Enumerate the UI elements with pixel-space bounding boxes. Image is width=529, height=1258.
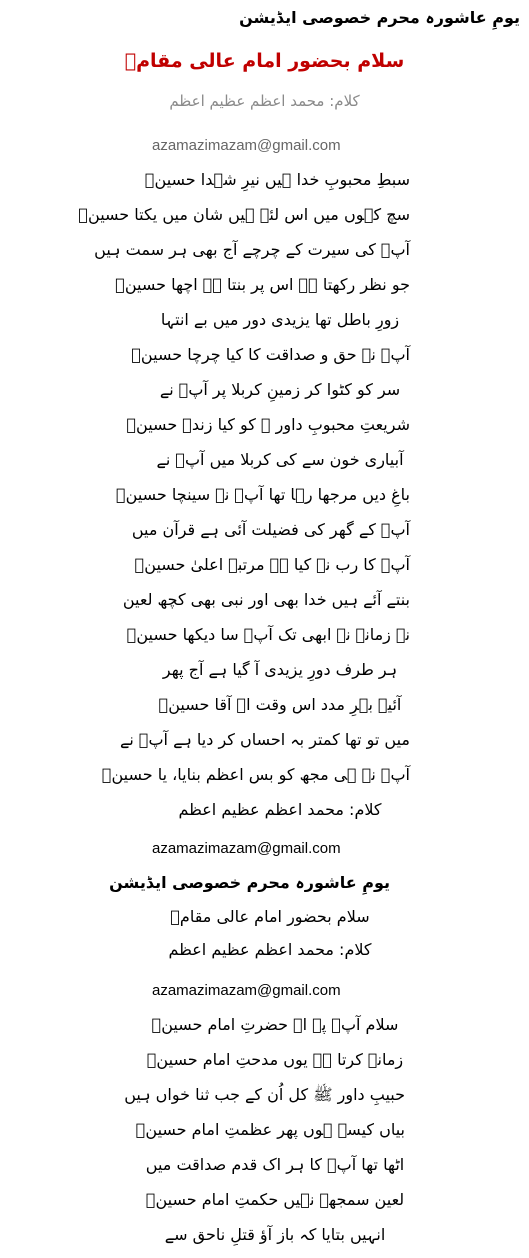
email-address[interactable]: azamazimazam@gmail.com: [152, 137, 341, 154]
poem-line: بیاں کیسے ہوں پھر عظمتِ امام حسینؑ: [135, 1120, 405, 1139]
poem-line: سچ کہوں میں اس لئے ہیں شان میں یکتا حسینؑ: [78, 205, 410, 224]
email-address[interactable]: azamazimazam@gmail.com: [152, 982, 341, 999]
poet-credit: کلام: محمد اعظم عظیم اعظم: [169, 92, 360, 110]
poem-line: لعین سمجھے نہیں حکمتِ امام حسینؑ: [145, 1190, 405, 1209]
page-title: سلام بحضور امام عالی مقامؑ: [124, 50, 405, 72]
poem-line: جو نظر رکھتا ہے اس پر بنتا ہے اچھا حسینؑ: [115, 275, 410, 294]
poem-line: آپؑ نے حق و صداقت کا کیا چرچا حسینؑ: [131, 345, 410, 364]
poem-line: سر کو کٹوا کر زمینِ کربلا پر آپؑ نے: [159, 380, 401, 399]
poem-line: آپؑ نے ہی مجھ کو بس اعظم بنایا، یا حسینؑ: [101, 765, 410, 784]
poet-credit: کلام: محمد اعظم عظیم اعظم: [178, 800, 382, 819]
edition-heading: یومِ عاشورہ محرم خصوصی ایڈیشن: [239, 8, 520, 27]
poem-line: زورِ باطل تھا یزیدی دور میں بے انتہا: [160, 310, 400, 329]
poem-line: آپؑ کے گھر کی فضیلت آئی ہے قرآن میں: [131, 520, 410, 539]
poet-credit: کلام: محمد اعظم عظیم اعظم: [168, 940, 372, 959]
poem-line: اٹھا تھا آپؑ کا ہر اک قدم صداقت میں: [145, 1155, 405, 1174]
poem-line: آپؑ کا رب نے کیا ہے مرتبہ اعلیٰ حسینؑ: [134, 555, 410, 574]
poem-line: زمانہ کرتا ہے یوں مدحتِ امام حسینؑ: [146, 1050, 404, 1069]
poem-line: بنتے آئے ہیں خدا بھی اور نبی بھی کچھ لعین: [122, 590, 410, 609]
poem-line: باغِ دیں مرجھا رہا تھا آپؑ نے سینچا حسینؑ: [116, 485, 410, 504]
poem-line: نہ زمانے نے ابھی تک آپؑ سا دیکھا حسینؑ: [126, 625, 410, 644]
poem-line: سلام آپؑ پہ اے حضرتِ امام حسینؑ: [151, 1015, 399, 1034]
poem-line: انہیں بتایا کہ باز آؤ قتلِ ناحق سے: [164, 1225, 386, 1244]
poem-line: ہر طرف دورِ یزیدی آ گیا ہے آج پھر: [162, 660, 398, 679]
poem-line: آبیاری خون سے کی کربلا میں آپؑ نے: [156, 450, 404, 469]
section-title: سلام بحضور امام عالی مقامؑ: [170, 907, 370, 926]
poem-line: شریعتِ محبوبِ داور ﷺ کو کیا زندہ حسینؑ: [126, 415, 410, 434]
poem-line: سبطِ محبوبِ خدا ہیں نیرِ شہدا حسینؑ: [144, 170, 410, 189]
edition-heading: یومِ عاشورہ محرم خصوصی ایڈیشن: [109, 873, 390, 892]
poem-line: حبیبِ داور ﷺ کل اُن کے جب ثنا خواں ہیں: [124, 1085, 405, 1104]
email-address[interactable]: azamazimazam@gmail.com: [152, 840, 341, 857]
poem-line: آپؑ کی سیرت کے چرچے آج بھی ہر سمت ہیں: [94, 240, 410, 259]
poem-line: آئیے بہرِ مدد اس وقت اے آقا حسینؑ: [158, 695, 402, 714]
poem-line: میں تو تھا کمتر بہ احساں کر دیا ہے آپؑ نے: [119, 730, 410, 749]
